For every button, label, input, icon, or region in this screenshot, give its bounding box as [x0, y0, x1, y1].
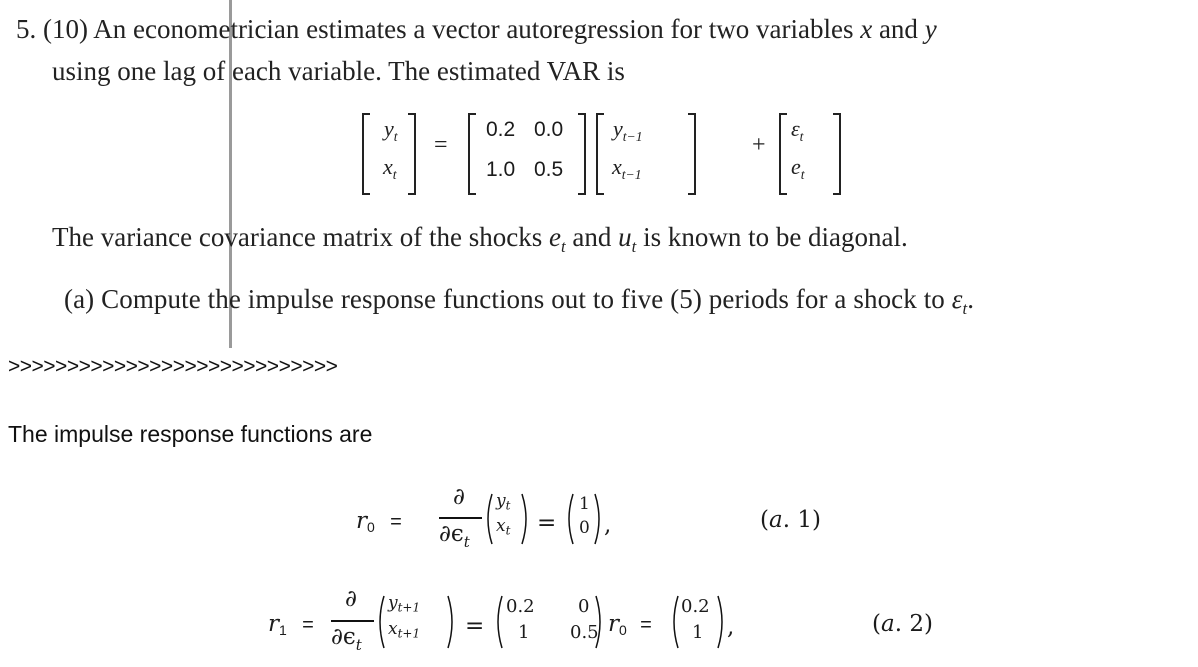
eq2-denominator: $\partial\epsilon_t$ [331, 624, 362, 654]
var-equals: = [434, 132, 448, 158]
eq1-label: (a. 1) [760, 507, 821, 533]
eq1-comma: , [604, 512, 612, 538]
eq2-m11: 0.2 [506, 596, 535, 617]
eq1-result-top: 1 [579, 494, 590, 514]
lhs-y: $y_t$ [384, 116, 398, 144]
eq2-m12: 0 [578, 596, 590, 617]
problem-line-2: using one lag of each variable. The estimated VAR is [52, 56, 625, 86]
problem-line-3: The variance covariance matrix of the shocks $e_t$ and $u_t$ is known to be diagonal. [52, 222, 908, 256]
eq2-r0: r0 = [608, 611, 652, 639]
coef-a11: 0.2 [486, 118, 516, 141]
lag-x: $x_{t-1}$ [612, 154, 642, 182]
answer-intro: The impulse response functions are [8, 421, 373, 447]
shock-e: $e_t$ [791, 154, 805, 182]
shock-epsilon: $\varepsilon_t$ [791, 116, 804, 144]
eq2-numerator: ∂ [345, 586, 357, 612]
answer-separator: >>>>>>>>>>>>>>>>>>>>>>>>>>>> [8, 355, 338, 378]
eq1-denominator: $\partial\epsilon_t$ [439, 521, 470, 551]
coef-a21: 1.0 [486, 158, 516, 181]
eq2-equals: = [465, 613, 485, 639]
problem-line-1: 5. (10) An econometrician estimates a vector autoregression for two variables x and y [16, 14, 937, 44]
eq2-lhs: r1 = [268, 611, 314, 639]
lag-y: $y_{t-1}$ [613, 116, 643, 144]
coef-a22: 0.5 [534, 158, 564, 181]
eq1-vec-y: $y_t$ [496, 491, 511, 513]
eq2-fraction-bar [331, 620, 374, 622]
eq1-fraction-bar [439, 517, 482, 519]
eq2-result-bottom: 1 [692, 622, 704, 643]
eq1-lhs: r0 = [356, 508, 402, 536]
eq2-vec-x: $x_{t+1}$ [388, 619, 421, 641]
eq1-equals: = [537, 510, 557, 536]
problem-part-a: (a) Compute the impulse response functions out to five (5) periods for a shock to $\varepsilon_t$. [64, 284, 975, 318]
eq2-result-top: 0.2 [681, 596, 710, 617]
eq2-m22: 0.5 [570, 622, 599, 643]
var-plus: + [752, 132, 766, 158]
lhs-x: $x_t$ [383, 154, 397, 182]
eq2-vec-y: $y_{t+1}$ [388, 593, 421, 615]
eq2-comma: , [727, 614, 735, 640]
eq1-vec-x: $x_t$ [496, 516, 511, 538]
eq1-numerator: ∂ [453, 484, 465, 510]
eq2-label: (a. 2) [872, 611, 933, 637]
eq1-result-bottom: 0 [579, 518, 590, 538]
coef-a12: 0.0 [534, 118, 564, 141]
eq2-m21: 1 [518, 622, 530, 643]
